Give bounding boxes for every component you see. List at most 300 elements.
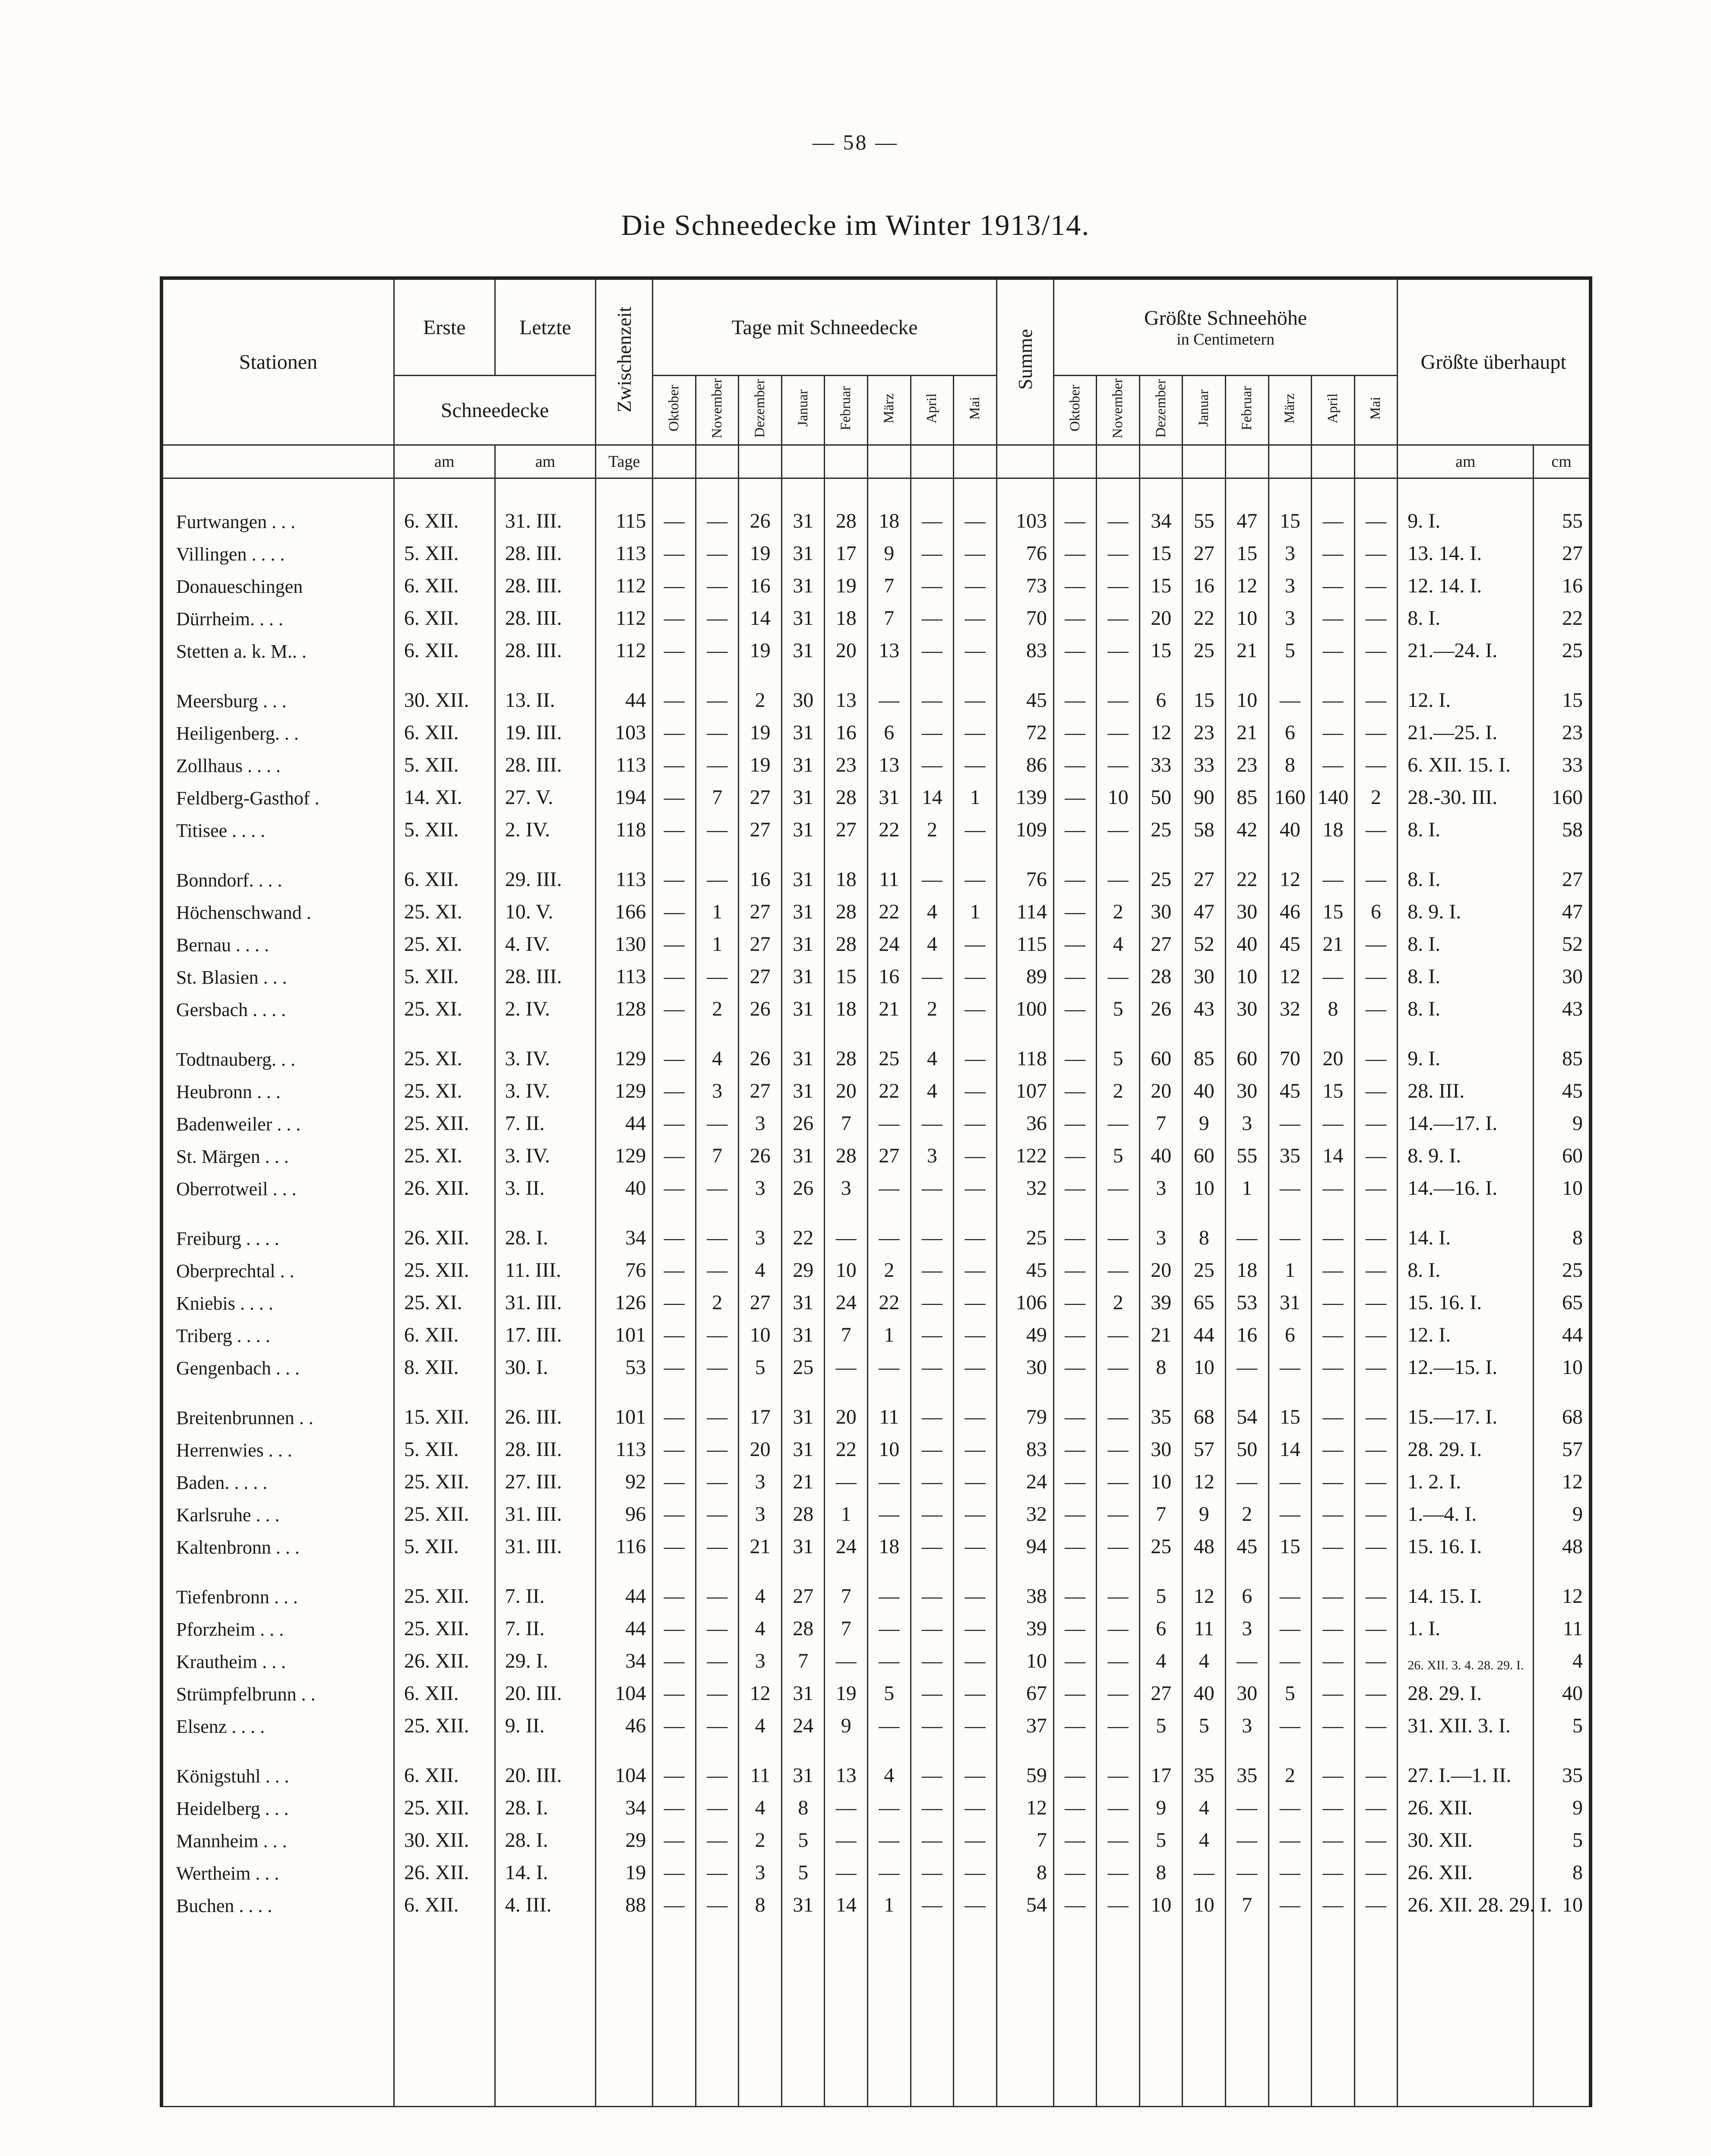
hoehe-month-cell: — (1268, 1577, 1312, 1610)
summe-cell: 38 (996, 1577, 1053, 1610)
max-am-cell: 8. 9. I. (1398, 893, 1534, 925)
max-cm-cell: 25 (1534, 1251, 1591, 1284)
header-tage-unit: Tage (596, 445, 653, 478)
hoehe-month-cell: — (1312, 1610, 1355, 1642)
header-letzte: Letzte (495, 278, 596, 376)
tage-month-cell: 13 (868, 746, 911, 779)
letzte-schneedecke: 28. III. (495, 632, 596, 664)
hoehe-month-cell: — (1312, 681, 1355, 714)
tage-month-cell: 3 (739, 1642, 782, 1675)
tage-month-cell: — (825, 1642, 868, 1675)
tage-month-cell: — (911, 632, 954, 664)
header-erste: Erste (394, 278, 495, 376)
hoehe-month-cell: 53 (1226, 1284, 1269, 1316)
hoehe-month-cell: — (1354, 502, 1398, 535)
tage-month-cell: 4 (911, 925, 954, 958)
hoehe-month-cell: — (1097, 746, 1140, 779)
tage-month-cell: — (653, 811, 696, 843)
month-label: Februar (838, 386, 854, 431)
tage-month-cell: 17 (739, 1398, 782, 1431)
hoehe-month-cell: — (1354, 1821, 1398, 1854)
tage-month-cell: — (911, 1528, 954, 1560)
summe-cell: 67 (996, 1675, 1053, 1707)
hoehe-month-cell: — (1354, 1137, 1398, 1169)
max-cm-cell: 12 (1534, 1577, 1591, 1610)
month-label: März (881, 393, 897, 424)
max-cm-cell: 25 (1534, 632, 1591, 664)
tage-month-cell: — (954, 632, 997, 664)
station-name: Dürrheim. . . . (161, 599, 394, 632)
hoehe-month-cell: 52 (1183, 925, 1226, 958)
erste-schneedecke: 25. XII. (394, 1789, 495, 1821)
tage-month-cell: — (911, 1642, 954, 1675)
tage-month-cell: 3 (696, 1072, 739, 1105)
hoehe-month-cell: 8 (1183, 1219, 1226, 1251)
hoehe-month-cell: — (1312, 714, 1355, 746)
header-schneedecke: Schneedecke (394, 376, 595, 445)
tage-month-cell: 3 (739, 1854, 782, 1886)
station-name: Donaueschingen (161, 567, 394, 599)
tage-month-cell: — (825, 1821, 868, 1854)
max-cm-cell: 5 (1534, 1821, 1591, 1854)
station-name: Titisee . . . . (161, 811, 394, 843)
max-cm-cell: 27 (1534, 861, 1591, 893)
hoehe-month-cell: 34 (1139, 502, 1183, 535)
tage-month-cell: 3 (739, 1219, 782, 1251)
table-row (161, 1854, 1591, 1886)
table-row (161, 861, 1591, 893)
tage-month-cell: — (653, 1528, 696, 1560)
hoehe-month-cell: — (1312, 861, 1355, 893)
hoehe-month-cell: 12 (1268, 861, 1312, 893)
zwischenzeit-tage: 116 (596, 1528, 653, 1560)
max-am-cell: 8. I. (1398, 990, 1534, 1023)
erste-schneedecke: 5. XII. (394, 1431, 495, 1463)
zwischenzeit-tage: 34 (596, 1642, 653, 1675)
hoehe-month-cell: — (1354, 535, 1398, 567)
month-label: April (924, 393, 940, 424)
hoehe-month-cell: 50 (1139, 779, 1183, 811)
hoehe-month-cell: — (1226, 1642, 1269, 1675)
hoehe-month-cell: — (1097, 1886, 1140, 1919)
erste-schneedecke: 6. XII. (394, 1675, 495, 1707)
header-hoehe-maerz (1268, 376, 1312, 445)
hoehe-month-cell: — (1226, 1219, 1269, 1251)
table-row (161, 746, 1591, 779)
hoehe-month-cell: 20 (1139, 599, 1183, 632)
tage-month-cell: 23 (825, 746, 868, 779)
hoehe-month-cell: — (1312, 1528, 1355, 1560)
hoehe-month-cell: — (1053, 925, 1097, 958)
hoehe-month-cell: — (1053, 746, 1097, 779)
header-groesste-schneehoehe-label: Größte Schneehöhe (1144, 306, 1307, 329)
summe-cell: 86 (996, 746, 1053, 779)
tage-month-cell: 11 (868, 861, 911, 893)
max-am-cell: 27. I.—1. II. (1398, 1757, 1534, 1789)
tage-month-cell: — (954, 1105, 997, 1137)
hoehe-month-cell: — (1053, 1789, 1097, 1821)
tage-month-cell: — (911, 714, 954, 746)
hoehe-month-cell: 10 (1139, 1463, 1183, 1495)
hoehe-month-cell: 5 (1097, 990, 1140, 1023)
tage-month-cell: 5 (781, 1821, 825, 1854)
erste-schneedecke: 25. XII. (394, 1577, 495, 1610)
tage-month-cell: — (653, 1251, 696, 1284)
tage-month-cell: 1 (868, 1316, 911, 1349)
max-am-cell: 28. III. (1398, 1072, 1534, 1105)
zwischenzeit-tage: 29 (596, 1821, 653, 1854)
max-cm-cell: 57 (1534, 1431, 1591, 1463)
hoehe-month-cell: 46 (1268, 893, 1312, 925)
hoehe-month-cell: 30 (1226, 1675, 1269, 1707)
hoehe-month-cell: — (1097, 567, 1140, 599)
header-tage-november (696, 376, 739, 445)
tage-month-cell: 27 (739, 811, 782, 843)
letzte-schneedecke: 7. II. (495, 1105, 596, 1137)
header-zwischenzeit-label: Zwischenzeit (613, 306, 636, 413)
hoehe-month-cell: 35 (1139, 1398, 1183, 1431)
zwischenzeit-tage: 112 (596, 567, 653, 599)
tage-month-cell: — (653, 746, 696, 779)
summe-cell: 107 (996, 1072, 1053, 1105)
max-cm-cell: 55 (1534, 502, 1591, 535)
station-name: Kaltenbronn . . . (161, 1528, 394, 1560)
max-am-cell: 14.—16. I. (1398, 1169, 1534, 1202)
hoehe-month-cell: 10 (1226, 681, 1269, 714)
tage-month-cell: 19 (825, 1675, 868, 1707)
hoehe-month-cell: — (1312, 1219, 1355, 1251)
header-stationen: Stationen (161, 278, 394, 445)
tage-month-cell: 31 (781, 746, 825, 779)
tage-month-cell: 18 (825, 990, 868, 1023)
tage-month-cell: 31 (781, 990, 825, 1023)
letzte-schneedecke: 28. III. (495, 599, 596, 632)
summe-cell: 89 (996, 958, 1053, 990)
tage-month-cell: — (911, 681, 954, 714)
station-name: Krautheim . . . (161, 1642, 394, 1675)
hoehe-month-cell: 60 (1226, 1040, 1269, 1072)
letzte-schneedecke: 31. III. (495, 1495, 596, 1528)
hoehe-month-cell: — (1053, 1169, 1097, 1202)
tage-month-cell: — (954, 990, 997, 1023)
header-letzte-am: am (495, 445, 596, 478)
tage-month-cell: 22 (781, 1219, 825, 1251)
hoehe-month-cell: 20 (1139, 1072, 1183, 1105)
group-gap (161, 1023, 1591, 1040)
summe-cell: 83 (996, 1431, 1053, 1463)
tage-month-cell: — (825, 1789, 868, 1821)
hoehe-month-cell: — (1354, 925, 1398, 958)
tage-month-cell: 18 (868, 1528, 911, 1560)
summe-cell: 76 (996, 535, 1053, 567)
hoehe-month-cell: — (1268, 1219, 1312, 1251)
hoehe-month-cell: — (1312, 1169, 1355, 1202)
erste-schneedecke: 5. XII. (394, 746, 495, 779)
month-label: Mai (967, 396, 983, 420)
hoehe-month-cell: — (1097, 811, 1140, 843)
tage-month-cell: 31 (781, 1316, 825, 1349)
station-name: Höchenschwand . (161, 893, 394, 925)
hoehe-month-cell: 12 (1183, 1577, 1226, 1610)
tage-month-cell: 7 (825, 1577, 868, 1610)
tage-month-cell: 2 (696, 1284, 739, 1316)
hoehe-month-cell: — (1097, 1577, 1140, 1610)
hoehe-month-cell: 6 (1226, 1577, 1269, 1610)
header-tage-mit-schneedecke: Tage mit Schneedecke (653, 278, 996, 376)
header-hoehe-februar (1226, 376, 1269, 445)
station-name: St. Blasien . . . (161, 958, 394, 990)
table-row (161, 1610, 1591, 1642)
hoehe-month-cell: — (1268, 681, 1312, 714)
summe-cell: 24 (996, 1463, 1053, 1495)
hoehe-month-cell: 6 (1139, 1610, 1183, 1642)
max-am-cell: 12. I. (1398, 1316, 1534, 1349)
hoehe-month-cell: 57 (1183, 1431, 1226, 1463)
hoehe-month-cell: 9 (1183, 1495, 1226, 1528)
tage-month-cell: 20 (825, 1398, 868, 1431)
hoehe-month-cell: — (1053, 1398, 1097, 1431)
letzte-schneedecke: 31. III. (495, 502, 596, 535)
header-tage-dezember (739, 376, 782, 445)
tage-month-cell: — (911, 599, 954, 632)
hoehe-month-cell: 10 (1183, 1349, 1226, 1381)
hoehe-month-cell: 4 (1183, 1642, 1226, 1675)
table-header (161, 278, 1591, 478)
tage-month-cell: — (954, 1040, 997, 1072)
max-cm-cell: 30 (1534, 958, 1591, 990)
tage-month-cell: 20 (739, 1431, 782, 1463)
hoehe-month-cell: — (1053, 1251, 1097, 1284)
tage-month-cell: — (911, 1219, 954, 1251)
tage-month-cell: 8 (739, 1886, 782, 1919)
hoehe-month-cell: — (1053, 1431, 1097, 1463)
tage-month-cell: 14 (825, 1886, 868, 1919)
tage-month-cell: — (954, 1495, 997, 1528)
tage-month-cell: — (911, 1707, 954, 1739)
max-cm-cell: 8 (1534, 1219, 1591, 1251)
hoehe-month-cell: 28 (1139, 958, 1183, 990)
tage-month-cell: — (954, 1642, 997, 1675)
hoehe-month-cell: 50 (1226, 1431, 1269, 1463)
tage-month-cell: — (911, 1675, 954, 1707)
tage-month-cell: — (653, 599, 696, 632)
hoehe-month-cell: 35 (1226, 1757, 1269, 1789)
tage-month-cell: — (653, 535, 696, 567)
hoehe-month-cell: — (1354, 1219, 1398, 1251)
tage-month-cell: — (653, 1398, 696, 1431)
tage-month-cell: — (653, 1854, 696, 1886)
hoehe-month-cell: 33 (1139, 746, 1183, 779)
hoehe-month-cell: 32 (1268, 990, 1312, 1023)
max-am-cell: 8. I. (1398, 599, 1534, 632)
hoehe-month-cell: — (1097, 1463, 1140, 1495)
tage-month-cell: 5 (739, 1349, 782, 1381)
tage-month-cell: 31 (781, 1886, 825, 1919)
tage-month-cell: 19 (739, 714, 782, 746)
hoehe-month-cell: — (1053, 1284, 1097, 1316)
tage-month-cell: 5 (868, 1675, 911, 1707)
erste-schneedecke: 6. XII. (394, 861, 495, 893)
max-am-cell: 9. I. (1398, 1040, 1534, 1072)
letzte-schneedecke: 10. V. (495, 893, 596, 925)
tage-month-cell: — (868, 1495, 911, 1528)
summe-cell: 12 (996, 1789, 1053, 1821)
tage-month-cell: 21 (868, 990, 911, 1023)
hoehe-month-cell: — (1097, 1610, 1140, 1642)
tage-month-cell: 31 (781, 1675, 825, 1707)
hoehe-month-cell: 10 (1226, 958, 1269, 990)
letzte-schneedecke: 28. III. (495, 567, 596, 599)
tage-month-cell: — (954, 599, 997, 632)
zwischenzeit-tage: 101 (596, 1316, 653, 1349)
tage-month-cell: 26 (739, 1040, 782, 1072)
group-gap (161, 1739, 1591, 1757)
table-row (161, 1398, 1591, 1431)
tage-month-cell: 31 (781, 779, 825, 811)
tage-month-cell: — (911, 502, 954, 535)
tage-month-cell: 3 (739, 1105, 782, 1137)
summe-cell: 7 (996, 1821, 1053, 1854)
tage-month-cell: 11 (739, 1757, 782, 1789)
tage-month-cell: 3 (911, 1137, 954, 1169)
max-cm-cell: 10 (1534, 1886, 1591, 1919)
tage-month-cell: 31 (781, 599, 825, 632)
tage-month-cell: 2 (911, 990, 954, 1023)
summe-cell: 114 (996, 893, 1053, 925)
tage-month-cell: 27 (739, 958, 782, 990)
hoehe-month-cell: — (1053, 1349, 1097, 1381)
summe-cell: 54 (996, 1886, 1053, 1919)
hoehe-month-cell: 20 (1139, 1251, 1183, 1284)
tage-month-cell: 31 (868, 779, 911, 811)
max-cm-cell: 23 (1534, 714, 1591, 746)
tage-month-cell: 27 (868, 1137, 911, 1169)
letzte-schneedecke: 26. III. (495, 1398, 596, 1431)
hoehe-month-cell: 30 (1226, 1072, 1269, 1105)
tage-month-cell: 4 (911, 1040, 954, 1072)
hoehe-month-cell: 22 (1183, 599, 1226, 632)
tage-month-cell: — (954, 1137, 997, 1169)
hoehe-month-cell: — (1053, 1137, 1097, 1169)
zwischenzeit-tage: 118 (596, 811, 653, 843)
tage-month-cell: — (696, 1854, 739, 1886)
tage-month-cell: 26 (739, 990, 782, 1023)
header-hoehe-mai (1354, 376, 1398, 445)
tage-month-cell: — (954, 1169, 997, 1202)
erste-schneedecke: 6. XII. (394, 599, 495, 632)
tage-month-cell: 19 (739, 535, 782, 567)
hoehe-month-cell: 12 (1183, 1463, 1226, 1495)
table-row (161, 1463, 1591, 1495)
table-row (161, 681, 1591, 714)
tage-month-cell: — (696, 1528, 739, 1560)
header-summe (996, 278, 1053, 445)
max-cm-cell: 11 (1534, 1610, 1591, 1642)
max-am-cell: 8. 9. I. (1398, 1137, 1534, 1169)
hoehe-month-cell: — (1312, 1495, 1355, 1528)
hoehe-month-cell: — (1312, 599, 1355, 632)
hoehe-month-cell: — (1097, 1349, 1140, 1381)
letzte-schneedecke: 20. III. (495, 1675, 596, 1707)
hoehe-month-cell: 20 (1312, 1040, 1355, 1072)
page-number: — 58 — (813, 130, 898, 154)
tage-month-cell: 28 (825, 779, 868, 811)
erste-schneedecke: 25. XII. (394, 1707, 495, 1739)
table-row (161, 893, 1591, 925)
hoehe-month-cell: 40 (1183, 1675, 1226, 1707)
tage-month-cell: 22 (868, 893, 911, 925)
hoehe-month-cell: 10 (1183, 1886, 1226, 1919)
hoehe-month-cell: 39 (1139, 1284, 1183, 1316)
hoehe-month-cell: — (1053, 893, 1097, 925)
station-name: Kniebis . . . . (161, 1284, 394, 1316)
tage-month-cell: — (954, 502, 997, 535)
hoehe-month-cell: 5 (1183, 1707, 1226, 1739)
tage-month-cell: — (696, 714, 739, 746)
tage-month-cell: 16 (739, 567, 782, 599)
zwischenzeit-tage: 130 (596, 925, 653, 958)
hoehe-month-cell: 47 (1226, 502, 1269, 535)
hoehe-month-cell: 21 (1226, 632, 1269, 664)
max-am-cell: 26. XII. 28. 29. I. (1398, 1886, 1534, 1919)
erste-schneedecke: 25. XII. (394, 1105, 495, 1137)
header-blank (161, 445, 394, 478)
tage-month-cell: — (911, 1886, 954, 1919)
tage-month-cell: — (911, 1169, 954, 1202)
tage-month-cell: — (911, 746, 954, 779)
snow-cover-table (160, 276, 1592, 2107)
tage-month-cell: — (868, 1577, 911, 1610)
max-am-cell: 14.—17. I. (1398, 1105, 1534, 1137)
hoehe-month-cell: — (1053, 1707, 1097, 1739)
max-am-cell: 26. XII. (1398, 1789, 1534, 1821)
hoehe-month-cell: — (1312, 1349, 1355, 1381)
header-tage-januar (781, 376, 825, 445)
hoehe-month-cell: — (1354, 1757, 1398, 1789)
tage-month-cell: — (868, 1610, 911, 1642)
hoehe-month-cell: 3 (1139, 1169, 1183, 1202)
hoehe-month-cell: — (1053, 681, 1097, 714)
hoehe-month-cell: 30 (1226, 990, 1269, 1023)
tage-month-cell: — (911, 1757, 954, 1789)
tage-month-cell: — (954, 681, 997, 714)
summe-cell: 139 (996, 779, 1053, 811)
table-row (161, 1137, 1591, 1169)
table-row (161, 779, 1591, 811)
station-name: Villingen . . . . (161, 535, 394, 567)
month-label: Oktober (666, 385, 682, 432)
tage-month-cell: — (954, 746, 997, 779)
letzte-schneedecke: 3. IV. (495, 1137, 596, 1169)
hoehe-month-cell: — (1268, 1105, 1312, 1137)
hoehe-month-cell: — (1053, 1642, 1097, 1675)
summe-cell: 103 (996, 502, 1053, 535)
header-groesste-ueberhaupt: Größte überhaupt (1398, 278, 1591, 445)
hoehe-month-cell: 10 (1139, 1886, 1183, 1919)
tage-month-cell: 9 (868, 535, 911, 567)
tage-month-cell: 28 (781, 1495, 825, 1528)
hoehe-month-cell: 45 (1226, 1528, 1269, 1560)
tage-month-cell: 19 (825, 567, 868, 599)
header-erste-am: am (394, 445, 495, 478)
hoehe-month-cell: 5 (1139, 1821, 1183, 1854)
tage-month-cell: 20 (825, 1072, 868, 1105)
hoehe-month-cell: — (1053, 1610, 1097, 1642)
hoehe-month-cell: — (1354, 811, 1398, 843)
tage-month-cell: 8 (781, 1789, 825, 1821)
max-am-cell: 15. 16. I. (1398, 1528, 1534, 1560)
hoehe-month-cell: — (1268, 1610, 1312, 1642)
